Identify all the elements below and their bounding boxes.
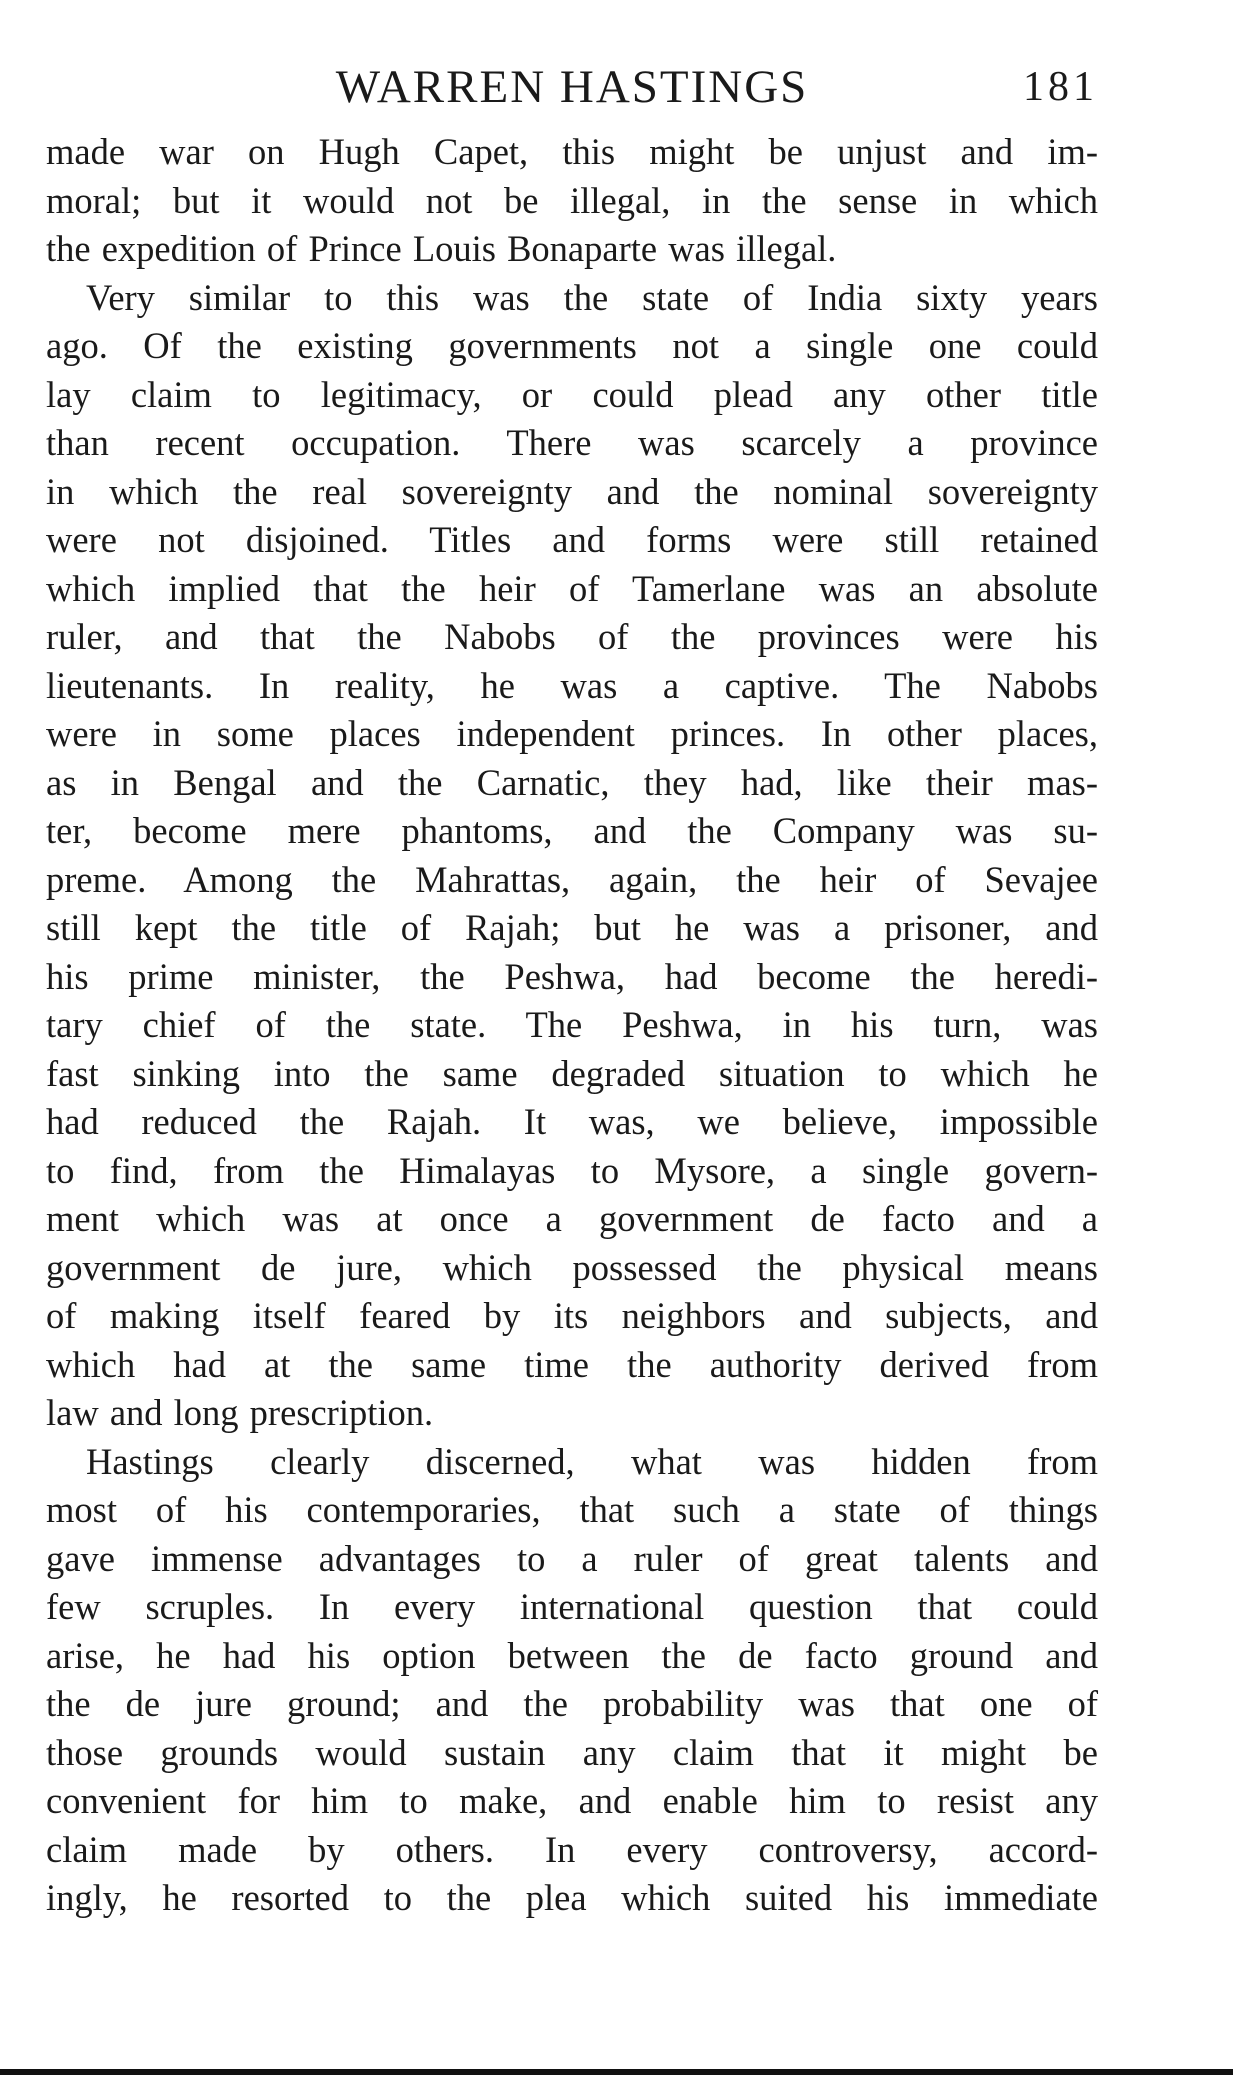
text-line: arise, he had his option between the de facto ground and [46, 1634, 1098, 1676]
text-line: made war on Hugh Capet, this might be unjust and im- [46, 131, 1098, 172]
text-line: which had at the same time the authority derived from [46, 1343, 1098, 1385]
text-line: Hastings clearly discerned, what was hidden from [86, 1440, 1098, 1482]
page-number: 181 [1023, 64, 1098, 110]
text-line: fast sinking into the same degraded situation to which he [46, 1052, 1098, 1094]
text-line: law and long prescription. [46, 1392, 434, 1433]
text-line: were in some places independent princes. In other places, [46, 713, 1098, 754]
text-line: ment which was at once a government de facto and a [46, 1198, 1098, 1239]
text-line: still kept the title of Rajah; but he was a prisoner, and [46, 907, 1098, 948]
text-line: Very similar to this was the state of India sixty years [86, 276, 1098, 318]
book-page [46, 58, 1098, 1923]
text-line: than recent occupation. There was scarcely a province [46, 422, 1098, 463]
text-line: tary chief of the state. The Peshwa, in his turn, was [46, 1004, 1098, 1045]
paragraph-3 [46, 1438, 1098, 1923]
text-line: few scruples. In every international question that could [46, 1586, 1098, 1627]
paragraph-2 [46, 274, 1098, 1438]
text-line: convenient for him to make, and enable him to resist any [46, 1780, 1098, 1821]
text-line: those grounds would sustain any claim that it might be [46, 1731, 1098, 1773]
text-line: the expedition of Prince Louis Bonaparte was illegal. [46, 228, 837, 269]
text-line: government de jure, which possessed the physical means [46, 1246, 1098, 1288]
text-line: of making itself feared by its neighbors and subjects, and [46, 1295, 1098, 1336]
text-line: preme. Among the Mahrattas, again, the heir of Sevajee [46, 858, 1098, 900]
text-line: to find, from the Himalayas to Mysore, a single govern- [46, 1149, 1098, 1191]
text-line: ago. Of the existing governments not a single one could [46, 325, 1098, 366]
text-line: his prime minister, the Peshwa, had become the heredi- [46, 955, 1098, 997]
text-line: gave immense advantages to a ruler of great talents and [46, 1537, 1098, 1579]
text-line: lieutenants. In reality, he was a captive. The Nabobs [46, 664, 1098, 706]
bottom-rule [0, 2069, 1233, 2075]
text-line: lay claim to legitimacy, or could plead any other title [46, 373, 1098, 415]
text-line: ruler, and that the Nabobs of the provinces were his [46, 616, 1098, 657]
running-head [46, 58, 1098, 116]
text-line: which implied that the heir of Tamerlane was an absolute [46, 567, 1098, 609]
text-line: had reduced the Rajah. It was, we believe, impossible [46, 1101, 1098, 1142]
text-line: ingly, he resorted to the plea which suited his immediate [46, 1877, 1098, 1918]
text-line: ter, become mere phantoms, and the Company was su- [46, 810, 1098, 851]
text-line: as in Bengal and the Carnatic, they had, like their mas- [46, 761, 1098, 803]
text-line: claim made by others. In every controversy, accord- [46, 1828, 1098, 1870]
running-title: WARREN HASTINGS [335, 61, 809, 113]
text-line: the de jure ground; and the probability was that one of [46, 1683, 1098, 1724]
text-line: in which the real sovereignty and the nominal sovereignty [46, 470, 1098, 512]
text-line: moral; but it would not be illegal, in the sense in which [46, 179, 1098, 221]
paragraph-1 [46, 128, 1098, 274]
text-line: most of his contemporaries, that such a state of things [46, 1489, 1098, 1530]
text-line: were not disjoined. Titles and forms were still retained [46, 519, 1098, 560]
